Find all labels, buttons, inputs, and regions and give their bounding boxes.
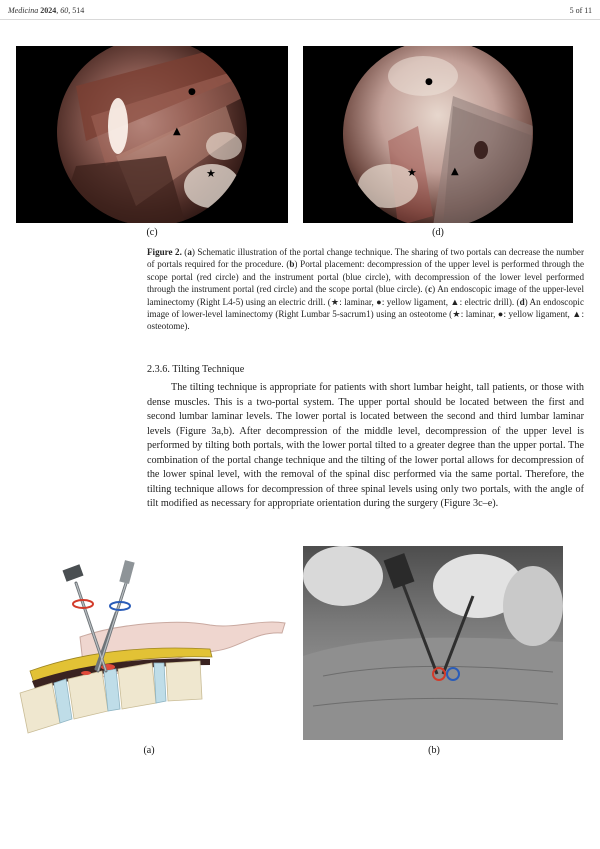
caption-text: ) Portal placement: decompression of the upper level is performed through the scope portal (red circle) and the instrument portal (blue circle), with decompression of the lower level performed through the instrument portal (red circle) and the scope portal (blue circle). ( [147, 259, 584, 295]
schematic-illustration-a [10, 553, 290, 741]
marker-circle: ● [425, 77, 433, 87]
running-header [8, 6, 592, 20]
body-paragraph: The tilting technique is appropriate for patients with short lumbar height, tall patients, or those with dense muscles. This is a two-portal system. The upper portal should be located between the first and second lumbar laminar levels. The lower portal is located between the second and third lumbar laminar levels (Figure 3a,b). After decompression of the middle level, decompression of the upper level is performed by tilting both portals, with the lower portal tilted to a greater degree than the upper portal. The combination of the portal change technique and the tilting of the lower portal allows for decompression of the lower spinal level, with the removal of the spinal disc performed via the same portal. Therefore, the tilting technique allows for decompression of three spinal levels using only two portals, with the angle of tilt modified as necessary for appropriate orientation during the surgery (Figure 3c–e). [147, 382, 584, 509]
marker-star: ★ [407, 166, 417, 179]
panel-label-c: (c) [146, 227, 158, 238]
panel-label-d: (d) [432, 227, 444, 238]
figure-caption [147, 246, 584, 333]
caption-panel-letter: b [289, 259, 295, 270]
figure-label: Figure 2. [147, 247, 182, 257]
journal-citation: Medicina 2024, 60, 514 [8, 6, 85, 15]
caption-panel-letter: a [187, 247, 192, 257]
page-number: 5 of 11 [569, 6, 592, 15]
caption-body [147, 247, 584, 331]
marker-star: ★ [206, 167, 216, 180]
caption-text: ( [181, 247, 188, 257]
panel-label-a: (a) [143, 745, 155, 756]
marker-triangle: ▲ [173, 126, 181, 137]
caption-panel-letter: d [519, 296, 525, 307]
caption-text: ) An endoscopic image of lower-level laminectomy (Right Lumbar 5-sacrum1) using an osteotome (★: laminar, ●: yellow ligament, ▲: osteotome). [147, 296, 584, 332]
header-divider [0, 19, 600, 20]
marker-circle: ● [188, 87, 196, 97]
panel-label-b: (b) [428, 745, 440, 756]
endoscopic-image-c [16, 46, 288, 223]
caption-panel-letter: c [428, 284, 433, 295]
endoscopic-image-d [303, 46, 573, 223]
surgical-photo-b [303, 546, 563, 740]
marker-triangle: ▲ [451, 166, 459, 177]
section-heading: 2.3.6. Tilting Technique [147, 364, 245, 375]
caption-text: ) Schematic illustration of the portal change technique. The sharing of two portals can decrease the number of portals required for the procedure. ( [147, 247, 584, 270]
caption-text: ) An endoscopic image of the upper-level laminectomy (Right L4-5) using an electric drill. (★: laminar, ●: yellow ligament, ▲: electric drill). ( [147, 284, 584, 307]
